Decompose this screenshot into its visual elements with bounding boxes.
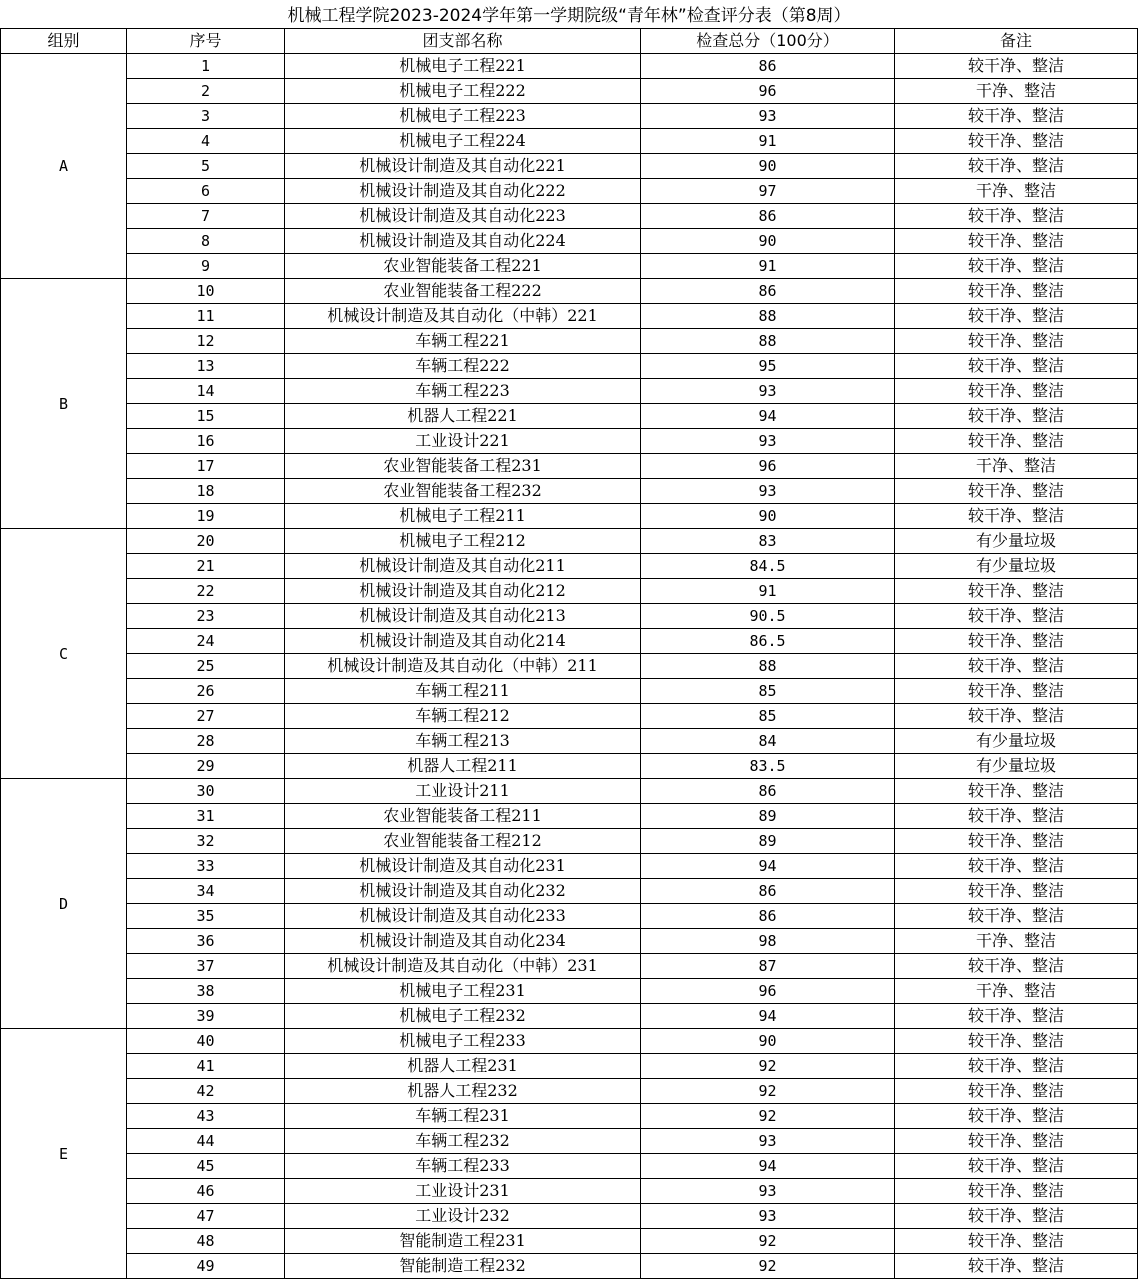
score-cell: 89 xyxy=(641,829,895,854)
branch-name-cell: 车辆工程232 xyxy=(285,1129,641,1154)
score-cell: 90 xyxy=(641,1029,895,1054)
branch-name-cell: 机械设计制造及其自动化213 xyxy=(285,604,641,629)
row-number-cell: 17 xyxy=(127,454,285,479)
remark-cell: 干净、整洁 xyxy=(895,929,1138,954)
table-row xyxy=(1,479,1138,504)
row-number-cell: 42 xyxy=(127,1079,285,1104)
score-cell: 86 xyxy=(641,779,895,804)
score-cell: 90 xyxy=(641,504,895,529)
table-row xyxy=(1,329,1138,354)
table-row xyxy=(1,204,1138,229)
remark-cell: 有少量垃圾 xyxy=(895,729,1138,754)
branch-name-cell: 智能制造工程232 xyxy=(285,1254,641,1279)
table-row xyxy=(1,604,1138,629)
remark-cell: 较干净、整洁 xyxy=(895,479,1138,504)
remark-cell: 干净、整洁 xyxy=(895,79,1138,104)
remark-cell: 较干净、整洁 xyxy=(895,954,1138,979)
branch-name-cell: 农业智能装备工程222 xyxy=(285,279,641,304)
table-row xyxy=(1,1004,1138,1029)
row-number-cell: 39 xyxy=(127,1004,285,1029)
table-row xyxy=(1,1129,1138,1154)
score-cell: 84 xyxy=(641,729,895,754)
branch-name-cell: 机械电子工程222 xyxy=(285,79,641,104)
row-number-cell: 11 xyxy=(127,304,285,329)
row-number-cell: 25 xyxy=(127,654,285,679)
score-cell: 95 xyxy=(641,354,895,379)
header-number: 序号 xyxy=(127,29,285,54)
remark-cell: 较干净、整洁 xyxy=(895,1079,1138,1104)
score-cell: 96 xyxy=(641,979,895,1004)
table-row xyxy=(1,1104,1138,1129)
remark-cell: 较干净、整洁 xyxy=(895,354,1138,379)
remark-cell: 较干净、整洁 xyxy=(895,1129,1138,1154)
branch-name-cell: 农业智能装备工程232 xyxy=(285,479,641,504)
score-cell: 92 xyxy=(641,1054,895,1079)
branch-name-cell: 车辆工程211 xyxy=(285,679,641,704)
row-number-cell: 7 xyxy=(127,204,285,229)
score-cell: 86 xyxy=(641,879,895,904)
remark-cell: 较干净、整洁 xyxy=(895,704,1138,729)
row-number-cell: 3 xyxy=(127,104,285,129)
row-number-cell: 46 xyxy=(127,1179,285,1204)
table-row xyxy=(1,1029,1138,1054)
table-row xyxy=(1,54,1138,79)
row-number-cell: 37 xyxy=(127,954,285,979)
score-table xyxy=(0,28,1138,1279)
score-cell: 86.5 xyxy=(641,629,895,654)
remark-cell: 有少量垃圾 xyxy=(895,554,1138,579)
branch-name-cell: 机械设计制造及其自动化214 xyxy=(285,629,641,654)
branch-name-cell: 机械设计制造及其自动化233 xyxy=(285,904,641,929)
row-number-cell: 41 xyxy=(127,1054,285,1079)
table-row xyxy=(1,754,1138,779)
table-row xyxy=(1,1179,1138,1204)
table-row xyxy=(1,979,1138,1004)
score-cell: 91 xyxy=(641,254,895,279)
remark-cell: 较干净、整洁 xyxy=(895,854,1138,879)
score-cell: 91 xyxy=(641,129,895,154)
remark-cell: 较干净、整洁 xyxy=(895,904,1138,929)
table-row xyxy=(1,229,1138,254)
group-cell: E xyxy=(1,1029,127,1279)
branch-name-cell: 机械电子工程232 xyxy=(285,1004,641,1029)
remark-cell: 较干净、整洁 xyxy=(895,1179,1138,1204)
score-cell: 90.5 xyxy=(641,604,895,629)
remark-cell: 较干净、整洁 xyxy=(895,154,1138,179)
header-row xyxy=(1,29,1138,54)
branch-name-cell: 机械设计制造及其自动化231 xyxy=(285,854,641,879)
score-cell: 87 xyxy=(641,954,895,979)
table-row xyxy=(1,554,1138,579)
row-number-cell: 43 xyxy=(127,1104,285,1129)
branch-name-cell: 智能制造工程231 xyxy=(285,1229,641,1254)
branch-name-cell: 机械设计制造及其自动化（中韩）211 xyxy=(285,654,641,679)
branch-name-cell: 机械电子工程224 xyxy=(285,129,641,154)
table-row xyxy=(1,1079,1138,1104)
score-cell: 93 xyxy=(641,1179,895,1204)
remark-cell: 较干净、整洁 xyxy=(895,679,1138,704)
row-number-cell: 21 xyxy=(127,554,285,579)
table-row xyxy=(1,704,1138,729)
score-cell: 94 xyxy=(641,854,895,879)
remark-cell: 较干净、整洁 xyxy=(895,1254,1138,1279)
group-cell: C xyxy=(1,529,127,779)
branch-name-cell: 车辆工程223 xyxy=(285,379,641,404)
branch-name-cell: 机械设计制造及其自动化234 xyxy=(285,929,641,954)
row-number-cell: 20 xyxy=(127,529,285,554)
score-cell: 83.5 xyxy=(641,754,895,779)
header-group: 组别 xyxy=(1,29,127,54)
remark-cell: 较干净、整洁 xyxy=(895,404,1138,429)
remark-cell: 较干净、整洁 xyxy=(895,279,1138,304)
header-remarks: 备注 xyxy=(895,29,1138,54)
table-row xyxy=(1,529,1138,554)
score-cell: 96 xyxy=(641,79,895,104)
row-number-cell: 31 xyxy=(127,804,285,829)
branch-name-cell: 机械电子工程231 xyxy=(285,979,641,1004)
remark-cell: 较干净、整洁 xyxy=(895,204,1138,229)
row-number-cell: 18 xyxy=(127,479,285,504)
score-cell: 86 xyxy=(641,204,895,229)
remark-cell: 较干净、整洁 xyxy=(895,229,1138,254)
score-cell: 85 xyxy=(641,704,895,729)
remark-cell: 较干净、整洁 xyxy=(895,1104,1138,1129)
score-cell: 89 xyxy=(641,804,895,829)
sheet-title: 机械工程学院2023-2024学年第一学期院级“青年林”检查评分表（第8周） xyxy=(287,6,851,26)
branch-name-cell: 机械设计制造及其自动化221 xyxy=(285,154,641,179)
branch-name-cell: 机器人工程232 xyxy=(285,1079,641,1104)
branch-name-cell: 机械电子工程211 xyxy=(285,504,641,529)
group-cell: D xyxy=(1,779,127,1029)
table-row xyxy=(1,679,1138,704)
remark-cell: 较干净、整洁 xyxy=(895,654,1138,679)
score-cell: 98 xyxy=(641,929,895,954)
row-number-cell: 9 xyxy=(127,254,285,279)
score-cell: 94 xyxy=(641,404,895,429)
remark-cell: 有少量垃圾 xyxy=(895,529,1138,554)
score-cell: 88 xyxy=(641,329,895,354)
remark-cell: 较干净、整洁 xyxy=(895,1154,1138,1179)
remark-cell: 干净、整洁 xyxy=(895,979,1138,1004)
remark-cell: 较干净、整洁 xyxy=(895,1229,1138,1254)
remark-cell: 较干净、整洁 xyxy=(895,779,1138,804)
score-cell: 88 xyxy=(641,304,895,329)
remark-cell: 较干净、整洁 xyxy=(895,629,1138,654)
score-cell: 91 xyxy=(641,579,895,604)
table-row xyxy=(1,129,1138,154)
score-cell: 92 xyxy=(641,1254,895,1279)
row-number-cell: 26 xyxy=(127,679,285,704)
row-number-cell: 45 xyxy=(127,1154,285,1179)
row-number-cell: 10 xyxy=(127,279,285,304)
branch-name-cell: 机械设计制造及其自动化211 xyxy=(285,554,641,579)
table-row xyxy=(1,504,1138,529)
score-cell: 85 xyxy=(641,679,895,704)
table-row xyxy=(1,304,1138,329)
row-number-cell: 47 xyxy=(127,1204,285,1229)
remark-cell: 较干净、整洁 xyxy=(895,804,1138,829)
score-cell: 93 xyxy=(641,479,895,504)
branch-name-cell: 机械设计制造及其自动化232 xyxy=(285,879,641,904)
branch-name-cell: 机器人工程221 xyxy=(285,404,641,429)
branch-name-cell: 机器人工程231 xyxy=(285,1054,641,1079)
row-number-cell: 24 xyxy=(127,629,285,654)
row-number-cell: 33 xyxy=(127,854,285,879)
table-row xyxy=(1,654,1138,679)
branch-name-cell: 车辆工程233 xyxy=(285,1154,641,1179)
score-cell: 93 xyxy=(641,1129,895,1154)
table-row xyxy=(1,279,1138,304)
row-number-cell: 38 xyxy=(127,979,285,1004)
remark-cell: 较干净、整洁 xyxy=(895,1054,1138,1079)
row-number-cell: 34 xyxy=(127,879,285,904)
branch-name-cell: 机械设计制造及其自动化223 xyxy=(285,204,641,229)
branch-name-cell: 机械设计制造及其自动化222 xyxy=(285,179,641,204)
branch-name-cell: 机器人工程211 xyxy=(285,754,641,779)
table-row xyxy=(1,629,1138,654)
table-row xyxy=(1,1154,1138,1179)
score-cell: 92 xyxy=(641,1079,895,1104)
remark-cell: 较干净、整洁 xyxy=(895,54,1138,79)
remark-cell: 较干净、整洁 xyxy=(895,829,1138,854)
score-cell: 94 xyxy=(641,1004,895,1029)
branch-name-cell: 机械电子工程233 xyxy=(285,1029,641,1054)
score-cell: 84.5 xyxy=(641,554,895,579)
branch-name-cell: 农业智能装备工程211 xyxy=(285,804,641,829)
remark-cell: 较干净、整洁 xyxy=(895,1204,1138,1229)
table-row xyxy=(1,829,1138,854)
score-cell: 90 xyxy=(641,154,895,179)
remark-cell: 较干净、整洁 xyxy=(895,254,1138,279)
row-number-cell: 2 xyxy=(127,79,285,104)
row-number-cell: 36 xyxy=(127,929,285,954)
remark-cell: 较干净、整洁 xyxy=(895,329,1138,354)
remark-cell: 较干净、整洁 xyxy=(895,604,1138,629)
remark-cell: 较干净、整洁 xyxy=(895,104,1138,129)
table-row xyxy=(1,879,1138,904)
branch-name-cell: 车辆工程212 xyxy=(285,704,641,729)
table-row xyxy=(1,954,1138,979)
row-number-cell: 40 xyxy=(127,1029,285,1054)
row-number-cell: 27 xyxy=(127,704,285,729)
row-number-cell: 49 xyxy=(127,1254,285,1279)
row-number-cell: 29 xyxy=(127,754,285,779)
branch-name-cell: 工业设计221 xyxy=(285,429,641,454)
branch-name-cell: 车辆工程222 xyxy=(285,354,641,379)
table-row xyxy=(1,254,1138,279)
remark-cell: 较干净、整洁 xyxy=(895,429,1138,454)
table-row xyxy=(1,804,1138,829)
remark-cell: 有少量垃圾 xyxy=(895,754,1138,779)
score-cell: 93 xyxy=(641,1204,895,1229)
remark-cell: 较干净、整洁 xyxy=(895,1004,1138,1029)
row-number-cell: 30 xyxy=(127,779,285,804)
remark-cell: 较干净、整洁 xyxy=(895,879,1138,904)
score-cell: 86 xyxy=(641,54,895,79)
table-row xyxy=(1,454,1138,479)
score-cell: 92 xyxy=(641,1104,895,1129)
remark-cell: 较干净、整洁 xyxy=(895,504,1138,529)
branch-name-cell: 机械电子工程221 xyxy=(285,54,641,79)
table-row xyxy=(1,104,1138,129)
score-cell: 97 xyxy=(641,179,895,204)
table-row xyxy=(1,154,1138,179)
score-cell: 92 xyxy=(641,1229,895,1254)
table-row xyxy=(1,1254,1138,1279)
score-cell: 88 xyxy=(641,654,895,679)
table-row xyxy=(1,904,1138,929)
row-number-cell: 5 xyxy=(127,154,285,179)
row-number-cell: 23 xyxy=(127,604,285,629)
row-number-cell: 1 xyxy=(127,54,285,79)
score-cell: 93 xyxy=(641,104,895,129)
table-row xyxy=(1,779,1138,804)
row-number-cell: 8 xyxy=(127,229,285,254)
score-cell: 86 xyxy=(641,904,895,929)
table-row xyxy=(1,1229,1138,1254)
branch-name-cell: 车辆工程213 xyxy=(285,729,641,754)
group-cell: A xyxy=(1,54,127,279)
score-cell: 86 xyxy=(641,279,895,304)
group-cell: B xyxy=(1,279,127,529)
row-number-cell: 35 xyxy=(127,904,285,929)
table-row xyxy=(1,929,1138,954)
table-row xyxy=(1,1204,1138,1229)
branch-name-cell: 工业设计232 xyxy=(285,1204,641,1229)
branch-name-cell: 机械电子工程223 xyxy=(285,104,641,129)
branch-name-cell: 机械设计制造及其自动化224 xyxy=(285,229,641,254)
branch-name-cell: 农业智能装备工程212 xyxy=(285,829,641,854)
score-cell: 93 xyxy=(641,429,895,454)
table-body xyxy=(1,54,1138,1279)
remark-cell: 较干净、整洁 xyxy=(895,579,1138,604)
branch-name-cell: 工业设计211 xyxy=(285,779,641,804)
row-number-cell: 44 xyxy=(127,1129,285,1154)
table-row xyxy=(1,79,1138,104)
score-cell: 83 xyxy=(641,529,895,554)
table-row xyxy=(1,354,1138,379)
row-number-cell: 6 xyxy=(127,179,285,204)
remark-cell: 较干净、整洁 xyxy=(895,379,1138,404)
row-number-cell: 32 xyxy=(127,829,285,854)
row-number-cell: 19 xyxy=(127,504,285,529)
row-number-cell: 22 xyxy=(127,579,285,604)
branch-name-cell: 机械电子工程212 xyxy=(285,529,641,554)
remark-cell: 较干净、整洁 xyxy=(895,304,1138,329)
row-number-cell: 4 xyxy=(127,129,285,154)
branch-name-cell: 机械设计制造及其自动化（中韩）231 xyxy=(285,954,641,979)
header-total-score: 检查总分（100分） xyxy=(641,29,895,54)
table-row xyxy=(1,729,1138,754)
remark-cell: 干净、整洁 xyxy=(895,454,1138,479)
row-number-cell: 14 xyxy=(127,379,285,404)
score-cell: 90 xyxy=(641,229,895,254)
score-cell: 93 xyxy=(641,379,895,404)
row-number-cell: 13 xyxy=(127,354,285,379)
table-row xyxy=(1,379,1138,404)
table-row xyxy=(1,179,1138,204)
branch-name-cell: 农业智能装备工程221 xyxy=(285,254,641,279)
table-row xyxy=(1,854,1138,879)
branch-name-cell: 机械设计制造及其自动化212 xyxy=(285,579,641,604)
row-number-cell: 12 xyxy=(127,329,285,354)
row-number-cell: 15 xyxy=(127,404,285,429)
score-cell: 96 xyxy=(641,454,895,479)
remark-cell: 较干净、整洁 xyxy=(895,129,1138,154)
remark-cell: 干净、整洁 xyxy=(895,179,1138,204)
table-row xyxy=(1,404,1138,429)
score-cell: 94 xyxy=(641,1154,895,1179)
header-branch-name: 团支部名称 xyxy=(285,29,641,54)
branch-name-cell: 机械设计制造及其自动化（中韩）221 xyxy=(285,304,641,329)
table-row xyxy=(1,429,1138,454)
branch-name-cell: 工业设计231 xyxy=(285,1179,641,1204)
table-row xyxy=(1,1054,1138,1079)
branch-name-cell: 农业智能装备工程231 xyxy=(285,454,641,479)
row-number-cell: 16 xyxy=(127,429,285,454)
row-number-cell: 48 xyxy=(127,1229,285,1254)
remark-cell: 较干净、整洁 xyxy=(895,1029,1138,1054)
row-number-cell: 28 xyxy=(127,729,285,754)
branch-name-cell: 车辆工程221 xyxy=(285,329,641,354)
branch-name-cell: 车辆工程231 xyxy=(285,1104,641,1129)
table-row xyxy=(1,579,1138,604)
